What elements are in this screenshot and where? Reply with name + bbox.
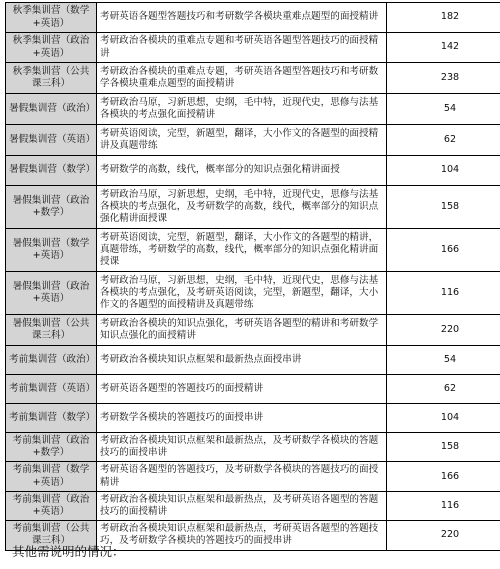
- course-name-cell: 考前集训营（政治）: [6, 346, 97, 375]
- course-content-cell: 考研数学的高数，线代，概率部分的知识点强化精讲面授: [97, 156, 387, 186]
- course-name-cell: 秋季集训营（公共课三科）: [6, 63, 97, 94]
- table-row: [6, 433, 500, 462]
- course-name-cell: 秋季集训营（数学+英语）: [6, 3, 97, 33]
- table-row: [6, 33, 500, 63]
- table-row: [6, 346, 500, 375]
- course-content-cell: 考研政治各模块知识点框架和最新热点，及考研英语各题型的答题技巧的面授精讲: [97, 491, 387, 520]
- course-content-cell: 考研政治马原，习新思想，史纲，毛中特，近现代史，思修与法基各模块的考点强化，及考研数学的高数，线代，概率部分的知识点强化精讲面授课: [97, 186, 387, 229]
- table-row: [6, 63, 500, 94]
- course-table: [5, 2, 500, 551]
- table-row: [6, 3, 500, 33]
- course-name-cell: 暑假集训营（英语）: [6, 125, 97, 156]
- course-hours-cell: 182: [387, 3, 500, 33]
- course-hours-cell: 62: [387, 125, 500, 156]
- course-hours-cell: 104: [387, 404, 500, 433]
- table-row: [6, 315, 500, 346]
- course-table-body: [6, 3, 500, 551]
- course-content-cell: 考研英语各题型的答题技巧，及考研数学各模块的答题技巧的面授精讲: [97, 462, 387, 491]
- course-name-cell: 考前集训营（政治+英语）: [6, 491, 97, 520]
- course-hours-cell: 238: [387, 63, 500, 94]
- table-row: [6, 404, 500, 433]
- table-row: [6, 186, 500, 229]
- course-hours-cell: 166: [387, 462, 500, 491]
- course-name-cell: 考前集训营（数学）: [6, 404, 97, 433]
- course-hours-cell: 142: [387, 33, 500, 63]
- course-hours-cell: 158: [387, 186, 500, 229]
- course-content-cell: 考研英语阅读，完型，新题型，翻译，大小作文的各题型的面授精讲及真题带练: [97, 125, 387, 156]
- table-row: [6, 229, 500, 272]
- table-row: [6, 272, 500, 315]
- course-hours-cell: 166: [387, 229, 500, 272]
- course-name-cell: 考前集训营（数学+英语）: [6, 462, 97, 491]
- course-content-cell: 考研政治马原，习新思想，史纲，毛中特，近现代史，思修与法基各模块的考点强化，及考研英语阅读，完型，新题型，翻译，大小作文的各题型的面授精讲及真题带练: [97, 272, 387, 315]
- table-row: [6, 375, 500, 404]
- table-row: [6, 94, 500, 125]
- course-content-cell: 考研数学各模块的答题技巧的面授串讲: [97, 404, 387, 433]
- other-notes-label: 其他需说明的情况：: [12, 544, 125, 559]
- course-name-cell: 暑假集训营（政治+英语）: [6, 272, 97, 315]
- course-content-cell: 考研政治马原，习新思想，史纲，毛中特，近现代史，思修与法基各模块的考点强化面授精讲: [97, 94, 387, 125]
- course-name-cell: 暑假集训营（数学）: [6, 156, 97, 186]
- table-row: [6, 156, 500, 186]
- course-hours-cell: 220: [387, 521, 500, 550]
- course-name-cell: 暑假集训营（政治）: [6, 94, 97, 125]
- course-name-cell: 暑假集训营（数学+英语）: [6, 229, 97, 272]
- course-content-cell: 考研政治各模块知识点框架和最新热点面授串讲: [97, 346, 387, 375]
- course-hours-cell: 54: [387, 94, 500, 125]
- course-hours-cell: 116: [387, 491, 500, 520]
- course-hours-cell: 116: [387, 272, 500, 315]
- course-content-cell: 考研政治各模块知识点框架和最新热点，考研英语各题型的答题技巧，及考研数学各模块的答题技巧的面授串讲: [97, 521, 387, 550]
- course-hours-cell: 104: [387, 156, 500, 186]
- table-row: [6, 125, 500, 156]
- course-content-cell: 考研英语各题型答题技巧和考研数学各模块重难点题型的面授精讲: [97, 3, 387, 33]
- course-content-cell: 考研政治各模块的重难点专题和考研英语各题型答题技巧的面授精讲: [97, 33, 387, 63]
- course-name-cell: 暑假集训营（公共课三科）: [6, 315, 97, 346]
- course-name-cell: 暑假集训营（政治+数学）: [6, 186, 97, 229]
- course-name-cell: 考前集训营（公共课三科）: [6, 521, 97, 550]
- course-name-cell: 秋季集训营（政治+英语）: [6, 33, 97, 63]
- table-row: [6, 462, 500, 491]
- course-content-cell: 考研政治各模块的重难点专题，考研英语各题型答题技巧和考研数学各模块重难点题型的面授精讲: [97, 63, 387, 94]
- course-content-cell: 考研英语阅读，完型，新题型，翻译，大小作文的各题型的精讲，真题带练，考研数学的高数，线代，概率部分的知识点强化精讲面授课: [97, 229, 387, 272]
- course-content-cell: 考研政治各模块的知识点强化，考研英语各题型的精讲和考研数学知识点强化的面授精讲: [97, 315, 387, 346]
- course-content-cell: 考研英语各题型的答题技巧的面授精讲: [97, 375, 387, 404]
- course-name-cell: 考前集训营（英语）: [6, 375, 97, 404]
- course-hours-cell: 158: [387, 433, 500, 462]
- course-hours-cell: 220: [387, 315, 500, 346]
- course-hours-cell: 54: [387, 346, 500, 375]
- course-name-cell: 考前集训营（政治+数学）: [6, 433, 97, 462]
- course-content-cell: 考研政治各模块知识点框架和最新热点，及考研数学各模块的答题技巧的面授串讲: [97, 433, 387, 462]
- table-row: [6, 491, 500, 520]
- course-hours-cell: 62: [387, 375, 500, 404]
